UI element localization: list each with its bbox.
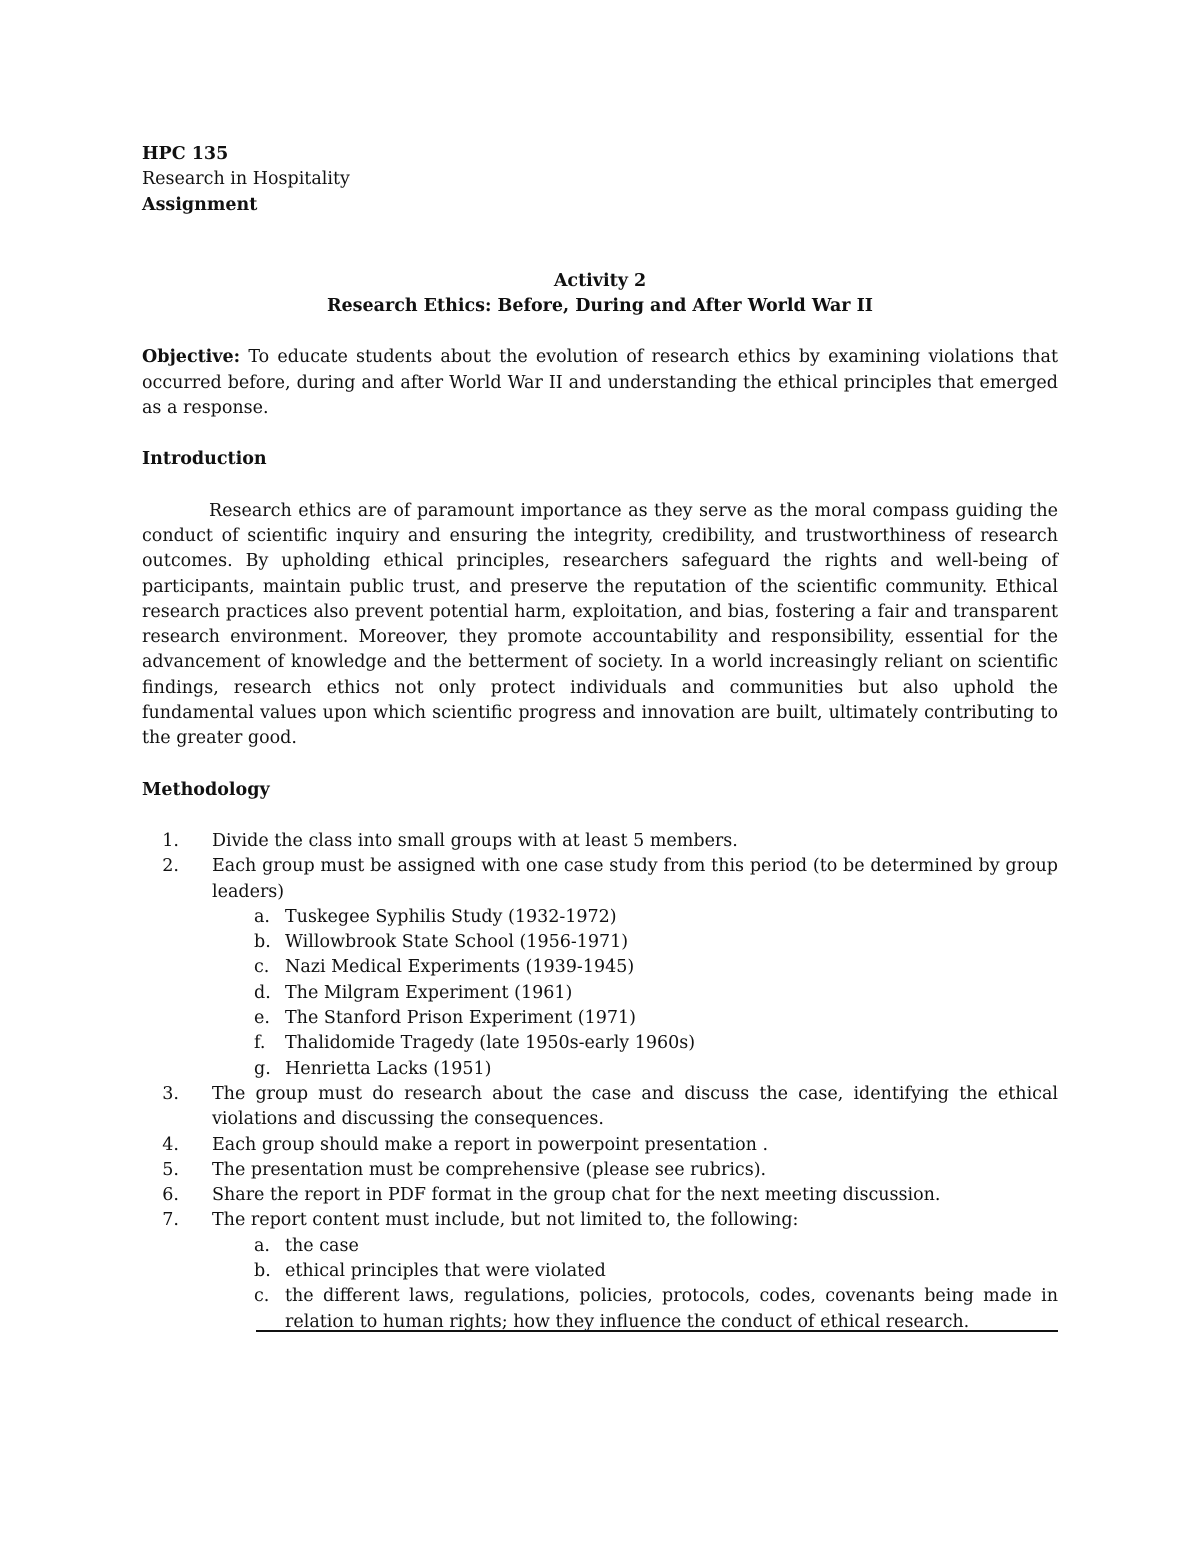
list-item [142, 1158, 1058, 1183]
sub-letter: a. [254, 906, 270, 927]
step-text: The presentation must be comprehensive (please see rubrics). [212, 1159, 767, 1180]
step-text: Each group should make a report in powerpoint presentation . [212, 1134, 769, 1155]
report-item: the case [285, 1235, 359, 1256]
sub-letter: f. [254, 1033, 266, 1054]
course-code: HPC 135 [142, 144, 229, 164]
document-type: Assignment [142, 194, 258, 215]
step-number: 5. [162, 1159, 179, 1180]
list-item [142, 1208, 1058, 1334]
list-item [212, 1259, 1058, 1284]
list-item [142, 1082, 1058, 1133]
methodology-steps [142, 829, 1058, 1335]
list-item [212, 955, 1058, 980]
list-item [212, 930, 1058, 955]
course-title: Research in Hospitality [142, 169, 350, 190]
list-item [142, 1183, 1058, 1208]
list-item [212, 1006, 1058, 1031]
methodology-heading: Methodology [142, 779, 270, 800]
case-study: Thalidomide Tragedy (late 1950s-early 1960s) [285, 1033, 696, 1054]
objective-label: Objective: [142, 347, 241, 368]
step-number: 4. [162, 1134, 179, 1155]
report-item: the different laws, regulations, policies, protocols, codes, covenants being made in relation to human rights; how they influence the conduct of ethical research. [285, 1286, 1058, 1332]
step-number: 1. [162, 830, 179, 851]
list-item [212, 981, 1058, 1006]
report-item: ethical principles that were violated [285, 1260, 606, 1281]
sub-letter: c. [254, 1286, 270, 1307]
list-item [212, 1031, 1058, 1056]
step-text: Divide the class into small groups with at least 5 members. [212, 830, 738, 851]
sub-letter: b. [254, 1260, 271, 1281]
case-study: Willowbrook State School (1956-1971) [285, 932, 629, 953]
case-study: Henrietta Lacks (1951) [285, 1058, 492, 1079]
step-number: 2. [162, 856, 179, 877]
sub-letter: c. [254, 957, 270, 978]
end-divider-line [256, 1330, 1058, 1332]
list-item [142, 854, 1058, 1082]
sub-letter: d. [254, 982, 271, 1003]
case-study: Tuskegee Syphilis Study (1932-1972) [285, 906, 617, 927]
sub-letter: a. [254, 1235, 270, 1256]
step-text: The group must do research about the case and discuss the case, identifying the ethical violations and discussing the consequences. [212, 1083, 1058, 1130]
case-study-list [212, 905, 1058, 1082]
sub-letter: e. [254, 1008, 270, 1029]
course-header [142, 142, 1058, 218]
objective-text: To educate students about the evolution of research ethics by examining violations that occurred before, during and after World War II and understanding the ethical principles that emerged as a response. [142, 347, 1058, 419]
list-item [212, 1234, 1058, 1259]
objective-paragraph [142, 345, 1058, 421]
sub-letter: g. [254, 1058, 271, 1079]
list-item [142, 829, 1058, 854]
case-study: The Stanford Prison Experiment (1971) [285, 1008, 636, 1029]
list-item [212, 1057, 1058, 1082]
step-text: Each group must be assigned with one case study from this period (to be determined by group leaders) [212, 856, 1058, 902]
report-content-list [212, 1234, 1058, 1335]
step-number: 6. [162, 1185, 179, 1206]
step-number: 7. [162, 1210, 179, 1231]
list-item [142, 1133, 1058, 1158]
step-number: 3. [162, 1083, 179, 1104]
activity-number: Activity 2 [553, 270, 647, 291]
case-study: The Milgram Experiment (1961) [285, 982, 573, 1003]
introduction-heading: Introduction [142, 449, 267, 470]
introduction-paragraph: Research ethics are of paramount importance as they serve as the moral compass guiding the conduct of scientific inquiry and ensuring the integrity, credibility, and trustworthiness of research outcomes. By upholding ethical principles, researchers safeguard the rights and well-being of participants, maintain public trust, and preserve the reputation of the scientific community. Ethical research practices also prevent potential harm, exploitation, and bias, fostering a fair and transparent research environment. Moreover, they promote accountability and responsibility, essential for the advancement of knowledge and the betterment of society. In a world increasingly reliant on scientific findings, research ethics not only protect individuals and communities but also uphold the fundamental values upon which scientific progress and innovation are built, ultimately contributing to the greater good. [142, 500, 1058, 749]
document-page [142, 142, 1058, 1335]
step-text: Share the report in PDF format in the group chat for the next meeting discussion. [212, 1185, 941, 1206]
activity-title: Research Ethics: Before, During and After World War II [326, 296, 873, 317]
activity-heading [142, 269, 1058, 320]
case-study: Nazi Medical Experiments (1939-1945) [285, 957, 635, 978]
list-item [212, 1284, 1058, 1335]
step-text: The report content must include, but not limited to, the following: [212, 1210, 799, 1231]
sub-letter: b. [254, 932, 271, 953]
list-item [212, 905, 1058, 930]
